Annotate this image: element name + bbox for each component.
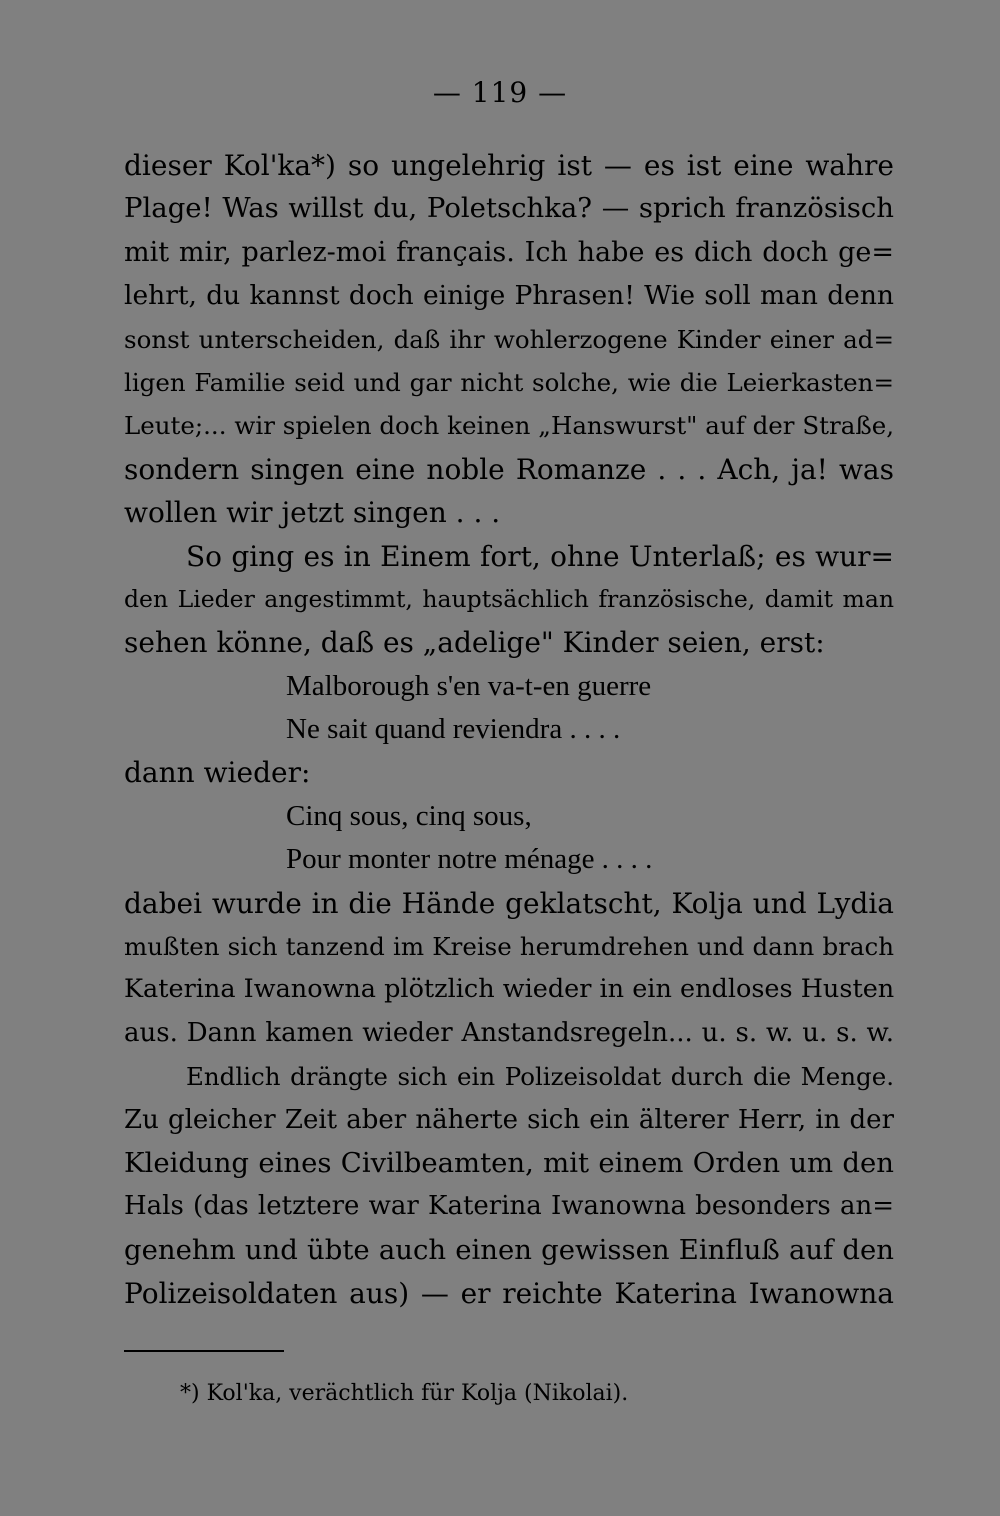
text-line: aus. Dann kamen wieder Anstandsregeln... u. s. w. u. s. w. [124,1017,894,1048]
text-line: sondern singen eine noble Romanze . . . Ach, ja! was [124,452,894,486]
text-line: wollen wir jetzt singen . . . [124,496,501,530]
text-line: Polizeisoldaten aus) — er reichte Katerina Iwanowna [124,1277,894,1311]
text-line: Zu gleicher Zeit aber näherte sich ein älterer Herr, in der [124,1104,894,1135]
text-line: Plage! Was willst du, Poletschka? — sprich französisch [124,192,894,225]
text-line: den Lieder angestimmt, hauptsächlich französische, damit man [124,584,894,613]
body-text [124,144,894,1316]
page-number: — 119 — [432,76,568,109]
text-line: sonst unterscheiden, daß ihr wohlerzogene Kinder einer ad= [124,324,894,354]
text-line: Leute;... wir spielen doch keinen „Hanswurst" auf der Straße, [124,411,894,441]
text-line: dabei wurde in die Hände geklatscht, Kolja und Lydia [124,886,894,920]
verse-line: Ne sait quand reviendra . . . . [286,713,621,746]
text-line: Endlich drängte sich ein Polizeisoldat durch die Menge. [186,1062,894,1092]
footnote: *) Kol'ka, verächtlich für Kolja (Nikolai). [180,1381,629,1406]
text-line: Katerina Iwanowna plötzlich wieder in ein endloses Husten [124,974,894,1005]
footnote-divider [124,1350,284,1352]
text-line: mit mir, parlez-moi français. Ich habe es dich doch ge= [124,236,894,268]
text-line: Hals (das letztere war Katerina Iwanowna besonders an= [124,1191,894,1222]
text-line: So ging es in Einem fort, ohne Unterlaß; es wur= [186,539,894,573]
verse-line: Pour monter notre ménage . . . . [286,843,653,876]
verse-line: Cinq sous, cinq sous, [286,799,532,832]
text-line: genehm und übte auch einen gewissen Einfluß auf den [124,1233,894,1266]
text-line: sehen könne, daß es „adelige" Kinder seien, erst: [124,626,825,660]
text-line: mußten sich tanzend im Kreise herumdrehen und dann brach [124,932,894,962]
text-line: Kleidung eines Civilbeamten, mit einem Orden um den [124,1146,894,1179]
text-line: ligen Familie seid und gar nicht solche, wie die Leierkasten= [124,367,894,397]
text-line: dieser Kol'ka*) so ungelehrig ist — es ist eine wahre [124,149,894,182]
text-line: lehrt, du kannst doch einige Phrasen! Wie soll man denn [124,280,894,312]
text-line: dann wieder: [124,756,311,790]
verse-line: Malborough s'en va-t-en guerre [286,669,652,702]
